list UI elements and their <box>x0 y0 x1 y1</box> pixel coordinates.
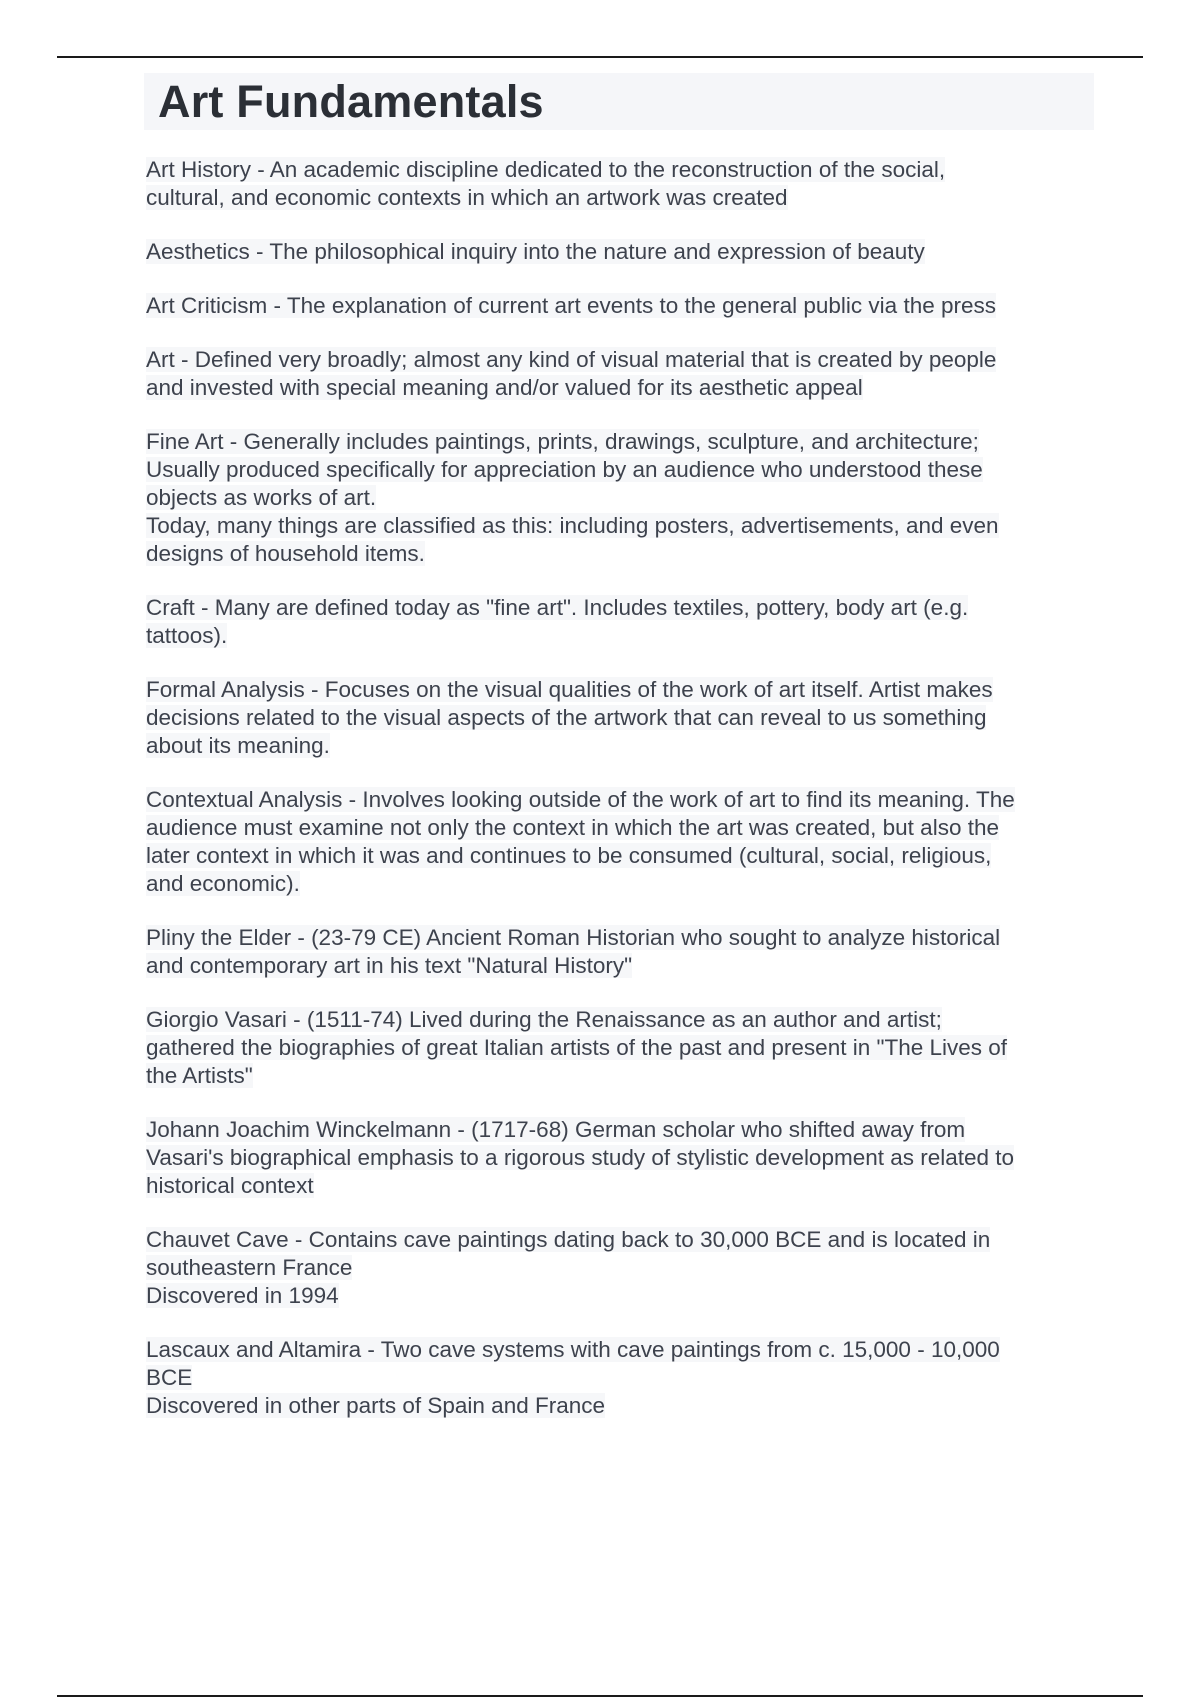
entry-line: cultural, and economic contexts in which an artwork was created <box>146 185 788 210</box>
definition-entry <box>146 346 1094 402</box>
entry-line-wrapper <box>146 1226 1094 1254</box>
entry-line: audience must examine not only the context in which the art was created, but also the <box>146 815 999 840</box>
entry-line: Art - Defined very broadly; almost any kind of visual material that is created by people <box>146 347 997 372</box>
entry-line: and invested with special meaning and/or valued for its aesthetic appeal <box>146 375 863 400</box>
bottom-rule <box>57 1695 1143 1697</box>
definition-entry <box>146 786 1094 898</box>
entry-line-wrapper <box>146 1282 1094 1310</box>
entry-line-wrapper <box>146 952 1094 980</box>
entry-line: and contemporary art in his text "Natural History" <box>146 953 633 978</box>
entry-line: Johann Joachim Winckelmann - (1717-68) German scholar who shifted away from <box>146 1117 966 1142</box>
entry-line: Craft - Many are defined today as "fine art". Includes textiles, pottery, body art (e.g. <box>146 595 969 620</box>
entry-line-wrapper <box>146 704 1094 732</box>
entry-line-wrapper <box>146 1116 1094 1144</box>
definition-entry <box>146 676 1094 760</box>
entry-line: Lascaux and Altamira - Two cave systems with cave paintings from c. 15,000 - 10,000 <box>146 1337 1000 1362</box>
entry-line: southeastern France <box>146 1255 353 1280</box>
entry-line-wrapper <box>146 1336 1094 1364</box>
entry-line-wrapper <box>146 1062 1094 1090</box>
entry-line: Discovered in 1994 <box>146 1283 339 1308</box>
entry-line: about its meaning. <box>146 733 330 758</box>
entry-line: the Artists" <box>146 1063 253 1088</box>
entry-line-wrapper <box>146 484 1094 512</box>
entry-line-wrapper <box>146 292 1094 320</box>
entry-line-wrapper <box>146 732 1094 760</box>
definition-entry <box>146 428 1094 568</box>
entry-line: Discovered in other parts of Spain and France <box>146 1393 605 1418</box>
entry-line-wrapper <box>146 428 1094 456</box>
entry-line: objects as works of art. <box>146 485 377 510</box>
entry-line-wrapper <box>146 456 1094 484</box>
entry-line-wrapper <box>146 1392 1094 1420</box>
entry-line: and economic). <box>146 871 300 896</box>
definition-entry <box>146 156 1094 212</box>
entry-line: tattoos). <box>146 623 228 648</box>
entry-list <box>144 156 1094 1420</box>
entry-line: later context in which it was and continues to be consumed (cultural, social, religious, <box>146 843 992 868</box>
entry-line-wrapper <box>146 238 1094 266</box>
title-band <box>144 73 1094 130</box>
definition-entry <box>146 292 1094 320</box>
entry-line: BCE <box>146 1365 193 1390</box>
entry-line-wrapper <box>146 346 1094 374</box>
entry-line: decisions related to the visual aspects of the artwork that can reveal to us something <box>146 705 987 730</box>
entry-line: Vasari's biographical emphasis to a rigorous study of stylistic development as related to <box>146 1145 1015 1170</box>
definition-entry <box>146 1226 1094 1310</box>
entry-line: Chauvet Cave - Contains cave paintings dating back to 30,000 BCE and is located in <box>146 1227 991 1252</box>
entry-line: Pliny the Elder - (23-79 CE) Ancient Roman Historian who sought to analyze historical <box>146 925 1001 950</box>
entry-line: gathered the biographies of great Italian artists of the past and present in "The Lives of <box>146 1035 1008 1060</box>
entry-line-wrapper <box>146 594 1094 622</box>
entry-line: Aesthetics - The philosophical inquiry into the nature and expression of beauty <box>146 239 925 264</box>
entry-line-wrapper <box>146 1144 1094 1172</box>
definition-entry <box>146 238 1094 266</box>
entry-line-wrapper <box>146 1034 1094 1062</box>
entry-line-wrapper <box>146 924 1094 952</box>
entry-line: Giorgio Vasari - (1511-74) Lived during the Renaissance as an author and artist; <box>146 1007 942 1032</box>
definition-entry <box>146 924 1094 980</box>
entry-line: designs of household items. <box>146 541 425 566</box>
entry-line-wrapper <box>146 156 1094 184</box>
entry-line: Today, many things are classified as this: including posters, advertisements, and even <box>146 513 999 538</box>
entry-line-wrapper <box>146 512 1094 540</box>
document-content <box>144 73 1094 1446</box>
entry-line-wrapper <box>146 1364 1094 1392</box>
entry-line: historical context <box>146 1173 314 1198</box>
entry-line: Art History - An academic discipline dedicated to the reconstruction of the social, <box>146 157 946 182</box>
entry-line-wrapper <box>146 1254 1094 1282</box>
entry-line-wrapper <box>146 786 1094 814</box>
entry-line-wrapper <box>146 676 1094 704</box>
entry-line-wrapper <box>146 1172 1094 1200</box>
top-rule <box>57 56 1143 58</box>
entry-line: Formal Analysis - Focuses on the visual qualities of the work of art itself. Artist makes <box>146 677 993 702</box>
entry-line: Usually produced specifically for appreciation by an audience who understood these <box>146 457 983 482</box>
document-title: Art Fundamentals <box>158 76 544 127</box>
entry-line: Art Criticism - The explanation of current art events to the general public via the press <box>146 293 996 318</box>
entry-line-wrapper <box>146 870 1094 898</box>
entry-line-wrapper <box>146 622 1094 650</box>
definition-entry <box>146 594 1094 650</box>
entry-line-wrapper <box>146 540 1094 568</box>
entry-line-wrapper <box>146 184 1094 212</box>
entry-line: Fine Art - Generally includes paintings, prints, drawings, sculpture, and architecture; <box>146 429 979 454</box>
definition-entry <box>146 1116 1094 1200</box>
definition-entry <box>146 1006 1094 1090</box>
entry-line-wrapper <box>146 374 1094 402</box>
entry-line: Contextual Analysis - Involves looking outside of the work of art to find its meaning. The <box>146 787 1015 812</box>
entry-line-wrapper <box>146 814 1094 842</box>
definition-entry <box>146 1336 1094 1420</box>
entry-line-wrapper <box>146 842 1094 870</box>
entry-line-wrapper <box>146 1006 1094 1034</box>
